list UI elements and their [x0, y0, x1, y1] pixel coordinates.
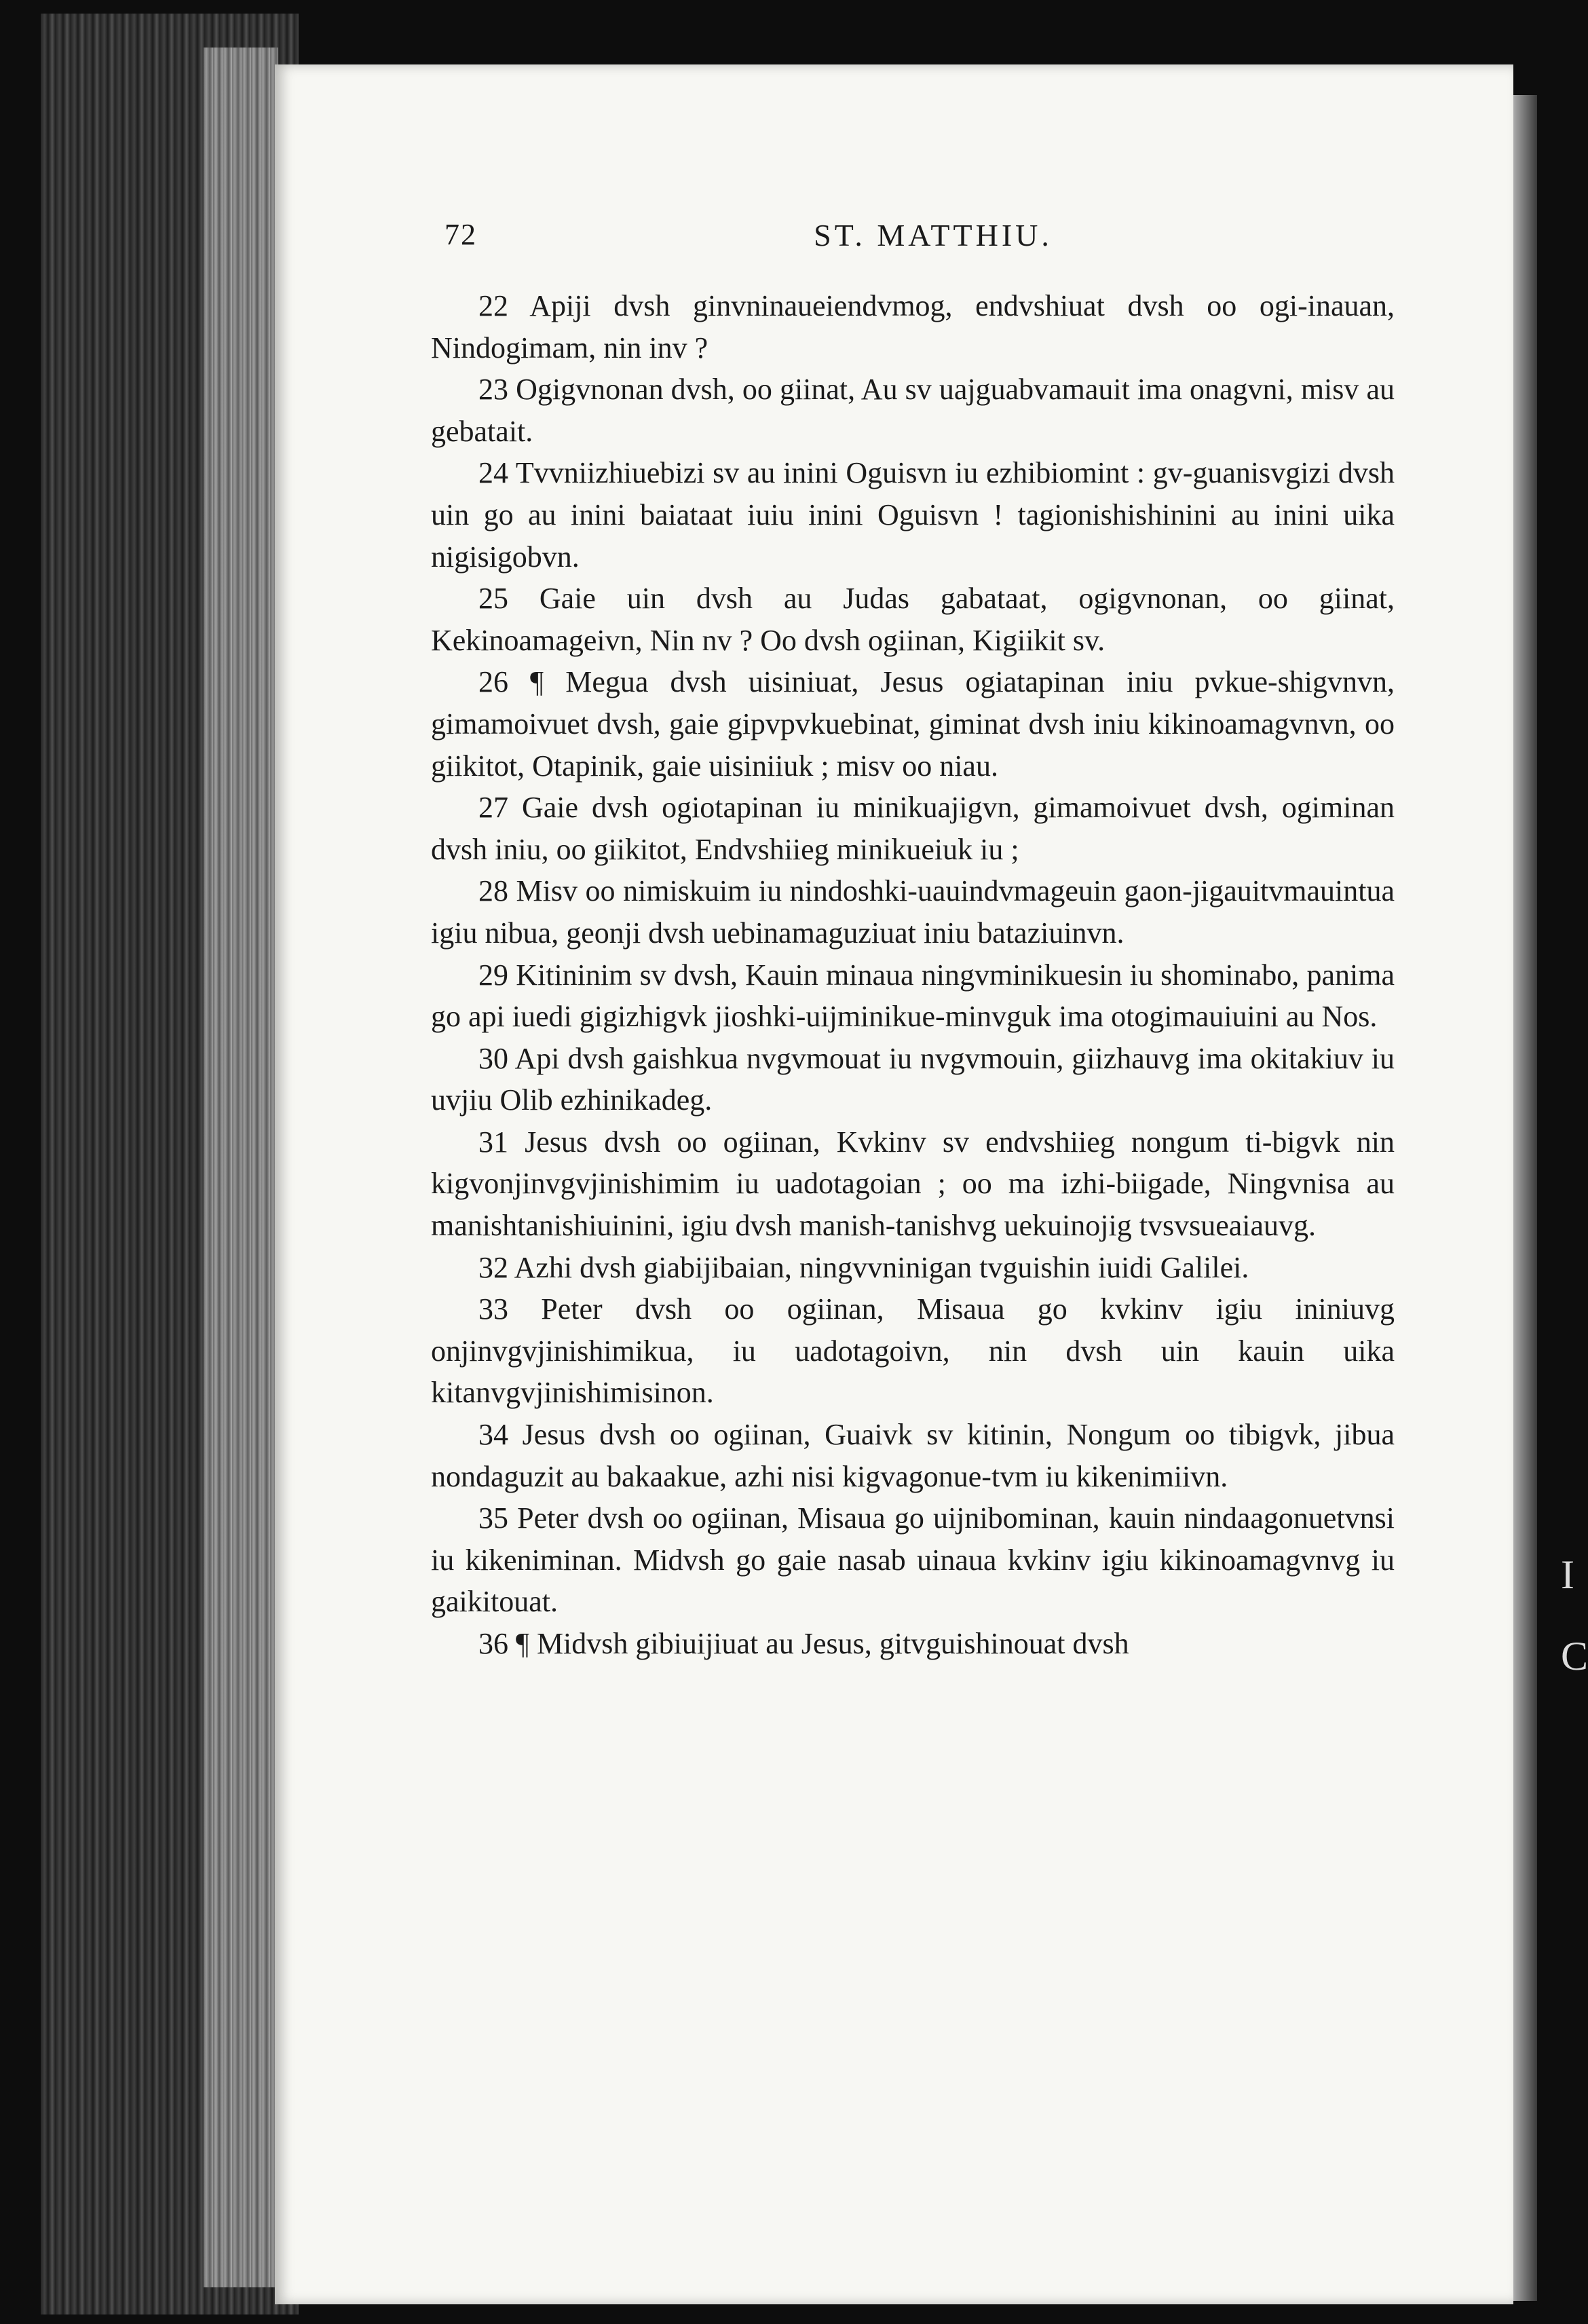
verse: 24 Tvvniizhiuebizi sv au inini Oguisvn iu ezhibiomint : gv-guanisvgizi dvsh uin go au inini baiataat iuiu inini Oguisvn ! tagionishishinini au inini uika nigisigobvn. [431, 456, 1395, 574]
verse-text [431, 285, 1395, 1665]
book-page-stack [204, 48, 278, 2287]
page-header [445, 217, 1422, 271]
verse: 22 Apiji dvsh ginvninaueiendvmog, endvshiuat dvsh oo ogi-inauan, Nindogimam, nin inv ? [431, 289, 1395, 364]
verse: 25 Gaie uin dvsh au Judas gabataat, ogigvnonan, oo giinat, Kekinoamageivn, Nin nv ? Oo dvsh ogiinan, Kigiikit sv. [431, 582, 1395, 657]
verse: 26 ¶ Megua dvsh uisiniuat, Jesus ogiatapinan iniu pvkue-shigvnvn, gimamoivuet dvsh, gaie gipvpvkuebinat, giminat dvsh iniu kikinoamagvnvn, oo giikitot, Otapinik, gaie uisiniiuk ; misv oo niau. [431, 665, 1395, 783]
page-number: 72 [445, 218, 477, 251]
book-page [275, 64, 1513, 2304]
verse: 31 Jesus dvsh oo ogiinan, Kvkinv sv endvshiieg nongum ti-bigvk nin kigvonjinvgvjinishimim iu uadotagoian ; oo ma izhi-biigade, Ningvnisa au manishtanishiuinini, igiu dvsh manish-tanishvg uekuinojig tvsvsueaiauvg. [431, 1125, 1395, 1243]
verse: 23 Ogigvnonan dvsh, oo giinat, Au sv uajguabvamauit ima onagvni, misv au gebatait. [431, 373, 1395, 448]
verse: 36 ¶ Midvsh gibiuijiuat au Jesus, gitvguishinouat dvsh [478, 1627, 1129, 1660]
verse: 28 Misv oo nimiskuim iu nindoshki-uauindvmageuin gaon-jigauitvmauintua igiu nibua, geonji dvsh uebinamaguziuat iniu bataziuinvn. [431, 874, 1395, 950]
running-title: ST. MATTHIU. [814, 218, 1053, 252]
verse: 27 Gaie dvsh ogiotapinan iu minikuajigvn, gimamoivuet dvsh, ogiminan dvsh iniu, oo giikitot, Endvshiieg minikueiuk iu ; [431, 791, 1395, 866]
facing-page-letter: C [1561, 1634, 1588, 1679]
verse: 33 Peter dvsh oo ogiinan, Misaua go kvkinv igiu ininiuvg onjinvgvjinishimikua, iu uadotagoivn, nin dvsh uin kauin uika kitanvgvjinishimisinon. [431, 1292, 1395, 1410]
verse: 32 Azhi dvsh giabijibaian, ningvvninigan tvguishin iuidi Galilei. [478, 1250, 1249, 1284]
verse: 29 Kitininim sv dvsh, Kauin minaua ningvminikuesin iu shominabo, panima go api iuedi gigizhigvk jioshki-uijminikue-minvguk ima otogimauiuini au Nos. [431, 958, 1395, 1034]
verse: 35 Peter dvsh oo ogiinan, Misaua go uijnibominan, kauin nindaagonuetvnsi iu kikeniminan. Midvsh go gaie nasab uinaua kvkinv igiu kikinoamagvnvg iu gaikitouat. [431, 1501, 1395, 1619]
verse: 34 Jesus dvsh oo ogiinan, Guaivk sv kitinin, Nongum oo tibigvk, jibua nondaguzit au bakaakue, azhi nisi kigvagonue-tvm iu kikenimiivn. [431, 1418, 1395, 1493]
verse: 30 Api dvsh gaishkua nvgvmouat iu nvgvmouin, giizhauvg ima okitakiuv iu uvjiu Olib ezhinikadeg. [431, 1041, 1395, 1117]
facing-page-letter: I [1561, 1552, 1574, 1597]
